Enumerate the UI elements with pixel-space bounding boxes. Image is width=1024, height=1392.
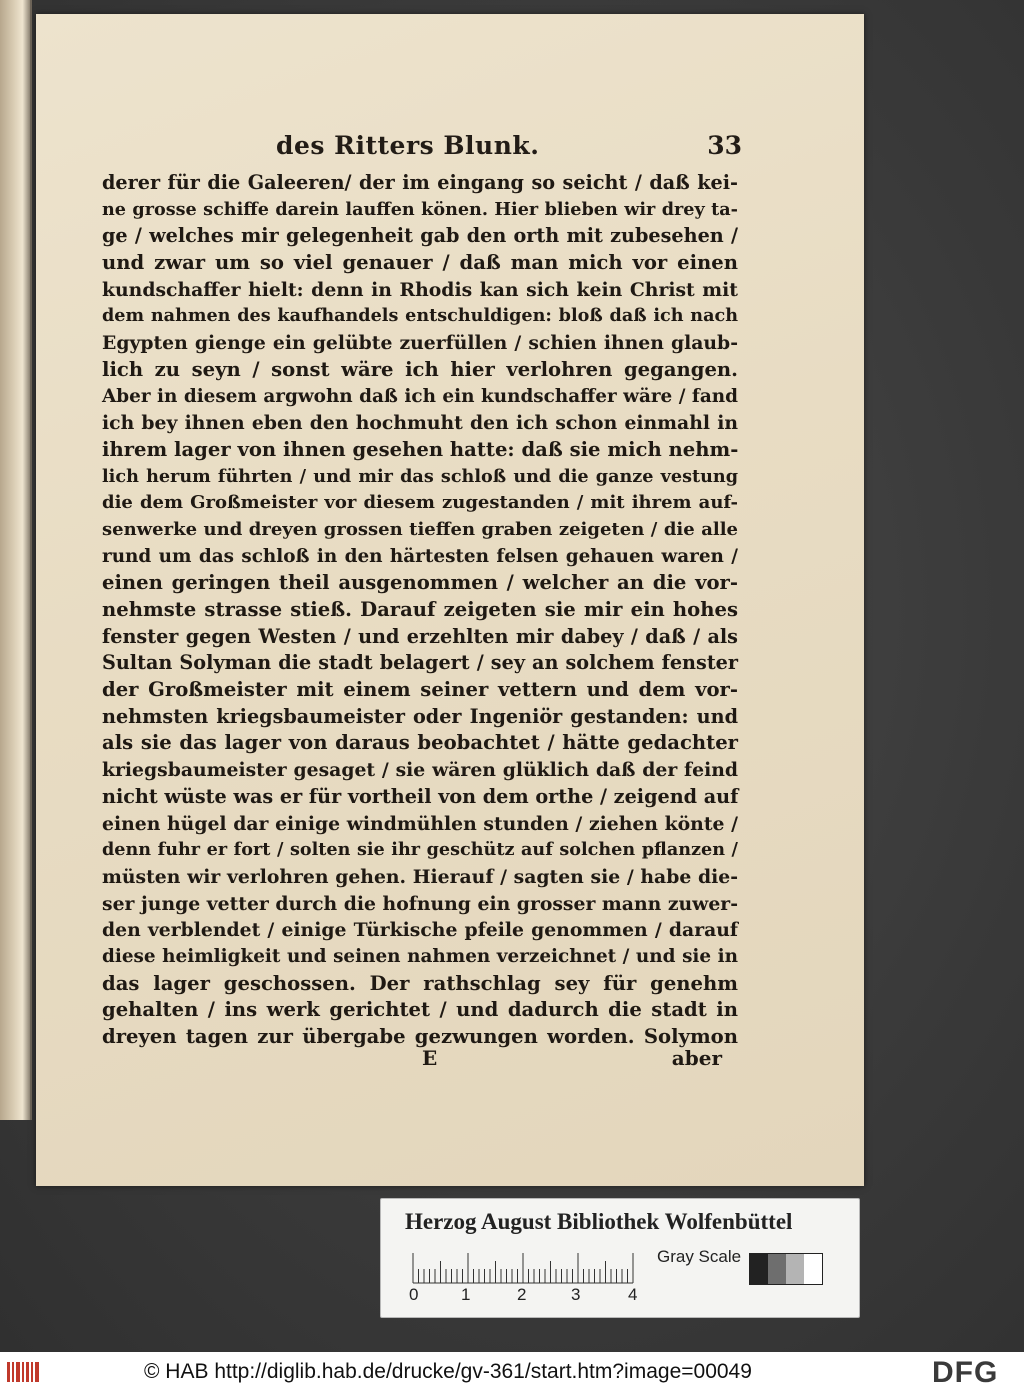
text-line: gehalten / ins werk gerichtet / und dadurch die stadt in xyxy=(102,998,738,1022)
text-line: ihrem lager von ihnen gesehen hatte: daß sie mich nehm- xyxy=(102,437,739,461)
book-page xyxy=(36,14,864,1186)
page-footer xyxy=(102,1046,722,1076)
text-line: Sultan Solyman die stadt belagert / sey an solchem fenster xyxy=(102,651,738,675)
previous-page-edge xyxy=(0,0,32,1120)
text-line: einen geringen theil ausgenommen / welcher an die vor- xyxy=(102,571,738,595)
text-line: Egypten gienge ein gelübte zuerfüllen / schien ihnen glaub- xyxy=(102,332,738,355)
scale-number: 0 xyxy=(409,1285,419,1304)
gray-swatch xyxy=(786,1254,804,1284)
text-line: der Großmeister mit einem seiner vettern und dem vor- xyxy=(102,678,738,702)
text-line: kundschaffer hielt: denn in Rhodis kan sich kein Christ mit xyxy=(102,278,738,301)
text-line: ser junge vetter durch die hofnung ein grosser mann zuwer- xyxy=(102,892,738,915)
catchword: aber xyxy=(671,1046,722,1070)
text-line: fenster gegen Westen / und erzehlten mir dabey / daß / als xyxy=(102,624,738,648)
text-line: denn fuhr er fort / solten sie ihr geschütz auf solchen pflanzen / xyxy=(102,839,738,861)
text-line: als sie das lager von daraus beobachtet / hätte gedachter xyxy=(102,731,738,755)
dfg-logo: DFG xyxy=(932,1356,999,1389)
text-line: diese heimligkeit und seinen nahmen verzeichnet / und sie in xyxy=(102,945,738,967)
body-text xyxy=(102,170,738,1051)
library-scale-card xyxy=(380,1198,860,1318)
scale-numbers xyxy=(381,1285,859,1309)
copyright-link[interactable]: © HAB http://diglib.hab.de/drucke/gv-361/start.htm?image=00049 xyxy=(144,1360,752,1383)
text-line: rund um das schloß in den härtesten felsen gehauen waren / xyxy=(102,545,738,567)
scale-number: 4 xyxy=(628,1285,638,1304)
text-line: ich bey ihnen eben den hochmuht den ich schon einmahl in xyxy=(102,412,738,435)
gray-swatch xyxy=(768,1254,786,1284)
barcode-icon xyxy=(6,1359,42,1385)
text-line: einen hügel dar einige windmühlen stunden / ziehen könte / xyxy=(102,812,738,835)
text-line: derer für die Galeeren/ der im eingang so seicht / daß kei- xyxy=(102,171,738,194)
page-header xyxy=(276,131,742,171)
scale-number: 3 xyxy=(571,1285,581,1304)
ruler-scale xyxy=(411,1247,636,1285)
text-line: Aber in diesem argwohn daß ich ein kundschaffer wäre / fand xyxy=(102,385,738,407)
info-bar xyxy=(0,1352,1024,1392)
gray-scale-label: Gray Scale xyxy=(657,1247,742,1266)
text-line: dreyen tagen zur übergabe gezwungen worden. Solymon xyxy=(102,1025,738,1048)
text-line: nehmsten kriegsbaumeister oder Ingeniör gestanden: und xyxy=(102,704,738,728)
text-line: senwerke und dreyen grossen tieffen graben zeigeten / die alle xyxy=(102,518,738,540)
text-line: das lager geschossen. Der rathschlag sey für genehm xyxy=(102,971,738,995)
gray-swatch xyxy=(750,1254,768,1284)
text-line: und zwar um so viel genauer / daß man mich vor einen xyxy=(102,251,738,275)
signature-mark: E xyxy=(422,1046,438,1070)
text-line: ge / welches mir gelegenheit gab den orth mit zubesehen / xyxy=(102,224,738,248)
gray-scale-swatches xyxy=(749,1253,823,1285)
library-name: Herzog August Bibliothek Wolfenbüttel xyxy=(405,1209,793,1234)
text-line: dem nahmen des kaufhandels entschuldigen: bloß daß ich nach xyxy=(102,305,738,327)
text-line: lich herum führten / und mir das schloß und die ganze vestung xyxy=(102,465,738,487)
scale-number: 1 xyxy=(461,1285,471,1304)
gray-swatch xyxy=(804,1254,822,1284)
text-line: kriegsbaumeister gesaget / sie wären glüklich daß der feind xyxy=(102,759,738,782)
text-line: lich zu seyn / sonst wäre ich hier verlohren gegangen. xyxy=(102,357,738,381)
text-line: nehmste strasse stieß. Darauf zeigeten sie mir ein hohes xyxy=(102,598,738,621)
text-line: müsten wir verlohren gehen. Hierauf / sagten sie / habe die- xyxy=(102,865,738,888)
text-line: den verblendet / einige Türkische pfeile genommen / darauf xyxy=(102,919,738,942)
scale-number: 2 xyxy=(517,1285,527,1304)
running-title: des Ritters Blunk. xyxy=(276,131,540,160)
text-line: nicht wüste was er für vortheil von dem orthe / zeigend auf xyxy=(102,784,739,808)
text-line: ne grosse schiffe darein lauffen könen. Hier blieben wir drey ta- xyxy=(102,198,738,220)
text-line: die dem Großmeister vor diesem zugestanden / mit ihrem auf- xyxy=(102,492,738,514)
page-number: 33 xyxy=(707,131,742,160)
